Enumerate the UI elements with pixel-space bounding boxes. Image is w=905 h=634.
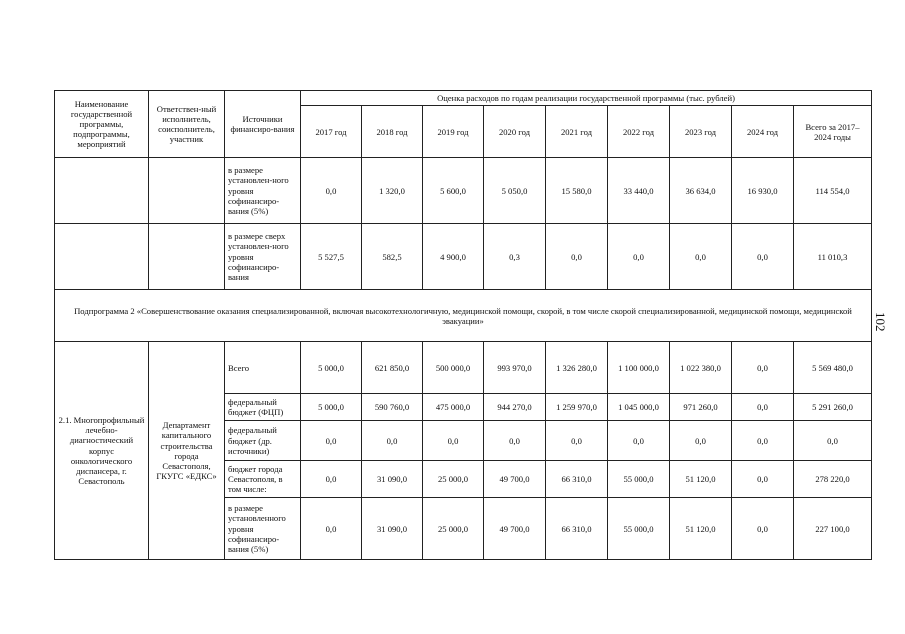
value-cell: 49 700,0: [484, 498, 546, 560]
source-cell: в размере установлен-ного уровня софинансиро-вания (5%): [225, 158, 301, 224]
value-cell: 5 527,5: [301, 224, 362, 290]
value-cell: 31 090,0: [362, 461, 423, 498]
source-cell: федеральный бюджет (ФЦП): [225, 394, 301, 421]
value-cell: 971 260,0: [670, 394, 732, 421]
value-cell: 993 970,0: [484, 342, 546, 394]
value-cell: 5 050,0: [484, 158, 546, 224]
value-cell: 15 580,0: [546, 158, 608, 224]
empty-cell: [149, 158, 225, 224]
value-cell: 5 000,0: [301, 394, 362, 421]
header-source: Источники финансиро-вания: [225, 91, 301, 158]
source-cell: Всего: [225, 342, 301, 394]
value-cell: 55 000,0: [608, 498, 670, 560]
year-header: 2019 год: [423, 106, 484, 158]
value-cell: 0,0: [484, 421, 546, 461]
year-header: 2024 год: [732, 106, 794, 158]
value-cell: 0,0: [301, 461, 362, 498]
value-cell: 5 600,0: [423, 158, 484, 224]
year-header: 2021 год: [546, 106, 608, 158]
value-cell: 582,5: [362, 224, 423, 290]
value-cell: 621 850,0: [362, 342, 423, 394]
value-cell: 0,0: [301, 158, 362, 224]
source-cell: в размере сверх установлен-ного уровня софинансиро-вания: [225, 224, 301, 290]
source-cell: федеральный бюджет (др. источники): [225, 421, 301, 461]
empty-cell: [149, 224, 225, 290]
value-cell: 33 440,0: [608, 158, 670, 224]
value-cell: 0,0: [732, 461, 794, 498]
source-cell: бюджет города Севастополя, в том числе:: [225, 461, 301, 498]
year-header: 2020 год: [484, 106, 546, 158]
table-row: [55, 342, 872, 394]
total-cell: 11 010,3: [794, 224, 872, 290]
value-cell: 51 120,0: [670, 498, 732, 560]
year-header: 2017 год: [301, 106, 362, 158]
value-cell: 944 270,0: [484, 394, 546, 421]
year-header: 2023 год: [670, 106, 732, 158]
value-cell: 0,0: [732, 421, 794, 461]
value-cell: 1 326 280,0: [546, 342, 608, 394]
value-cell: 36 634,0: [670, 158, 732, 224]
value-cell: 0,0: [732, 498, 794, 560]
value-cell: 5 000,0: [301, 342, 362, 394]
value-cell: 66 310,0: [546, 461, 608, 498]
header-name: Наименование государственной программы, подпрограммы, мероприятий: [55, 91, 149, 158]
value-cell: 0,0: [608, 421, 670, 461]
value-cell: 1 320,0: [362, 158, 423, 224]
total-cell: 278 220,0: [794, 461, 872, 498]
total-cell: 114 554,0: [794, 158, 872, 224]
value-cell: 66 310,0: [546, 498, 608, 560]
header-group-title: Оценка расходов по годам реализации государственной программы (тыс. рублей): [301, 91, 872, 106]
value-cell: 0,0: [301, 421, 362, 461]
value-cell: 25 000,0: [423, 498, 484, 560]
year-header: 2022 год: [608, 106, 670, 158]
value-cell: 55 000,0: [608, 461, 670, 498]
value-cell: 49 700,0: [484, 461, 546, 498]
header-row: [55, 91, 872, 106]
value-cell: 31 090,0: [362, 498, 423, 560]
total-header: Всего за 2017–2024 годы: [794, 106, 872, 158]
value-cell: 590 760,0: [362, 394, 423, 421]
activity-executor: Департамент капитального строительства города Севастополя, ГКУГС «ЕДКС»: [149, 342, 225, 560]
budget-table: [54, 90, 872, 560]
value-cell: 1 045 000,0: [608, 394, 670, 421]
value-cell: 16 930,0: [732, 158, 794, 224]
header-executor: Ответствен-ный исполнитель, соисполнитель, участник: [149, 91, 225, 158]
value-cell: 0,0: [301, 498, 362, 560]
empty-cell: [55, 158, 149, 224]
empty-cell: [55, 224, 149, 290]
subprogram-title: Подпрограмма 2 «Совершенствование оказания специализированной, включая высокотехнологичную, медицинской помощи, скорой, в том числе скорой специализированной, медицинской помощи, медицинской эвакуации»: [55, 290, 872, 342]
total-cell: 0,0: [794, 421, 872, 461]
value-cell: 51 120,0: [670, 461, 732, 498]
value-cell: 0,0: [608, 224, 670, 290]
table-row: [55, 158, 872, 224]
year-header: 2018 год: [362, 106, 423, 158]
subprogram-row: [55, 290, 872, 342]
value-cell: 475 000,0: [423, 394, 484, 421]
table-row: [55, 224, 872, 290]
value-cell: 0,0: [670, 224, 732, 290]
total-cell: 5 569 480,0: [794, 342, 872, 394]
value-cell: 1 259 970,0: [546, 394, 608, 421]
value-cell: 0,0: [423, 421, 484, 461]
activity-name: 2.1. Многопрофильный лечебно-диагностический корпус онкологического диспансера, г. Севастополь: [55, 342, 149, 560]
value-cell: 0,0: [732, 342, 794, 394]
value-cell: 0,0: [546, 224, 608, 290]
total-cell: 5 291 260,0: [794, 394, 872, 421]
source-cell: в размере установленного уровня софинансиро-вания (5%): [225, 498, 301, 560]
value-cell: 0,3: [484, 224, 546, 290]
value-cell: 0,0: [362, 421, 423, 461]
value-cell: 0,0: [732, 394, 794, 421]
value-cell: 500 000,0: [423, 342, 484, 394]
value-cell: 1 100 000,0: [608, 342, 670, 394]
value-cell: 25 000,0: [423, 461, 484, 498]
total-cell: 227 100,0: [794, 498, 872, 560]
value-cell: 0,0: [732, 224, 794, 290]
value-cell: 0,0: [670, 421, 732, 461]
value-cell: 1 022 380,0: [670, 342, 732, 394]
value-cell: 4 900,0: [423, 224, 484, 290]
page-number: 102: [873, 312, 888, 332]
value-cell: 0,0: [546, 421, 608, 461]
